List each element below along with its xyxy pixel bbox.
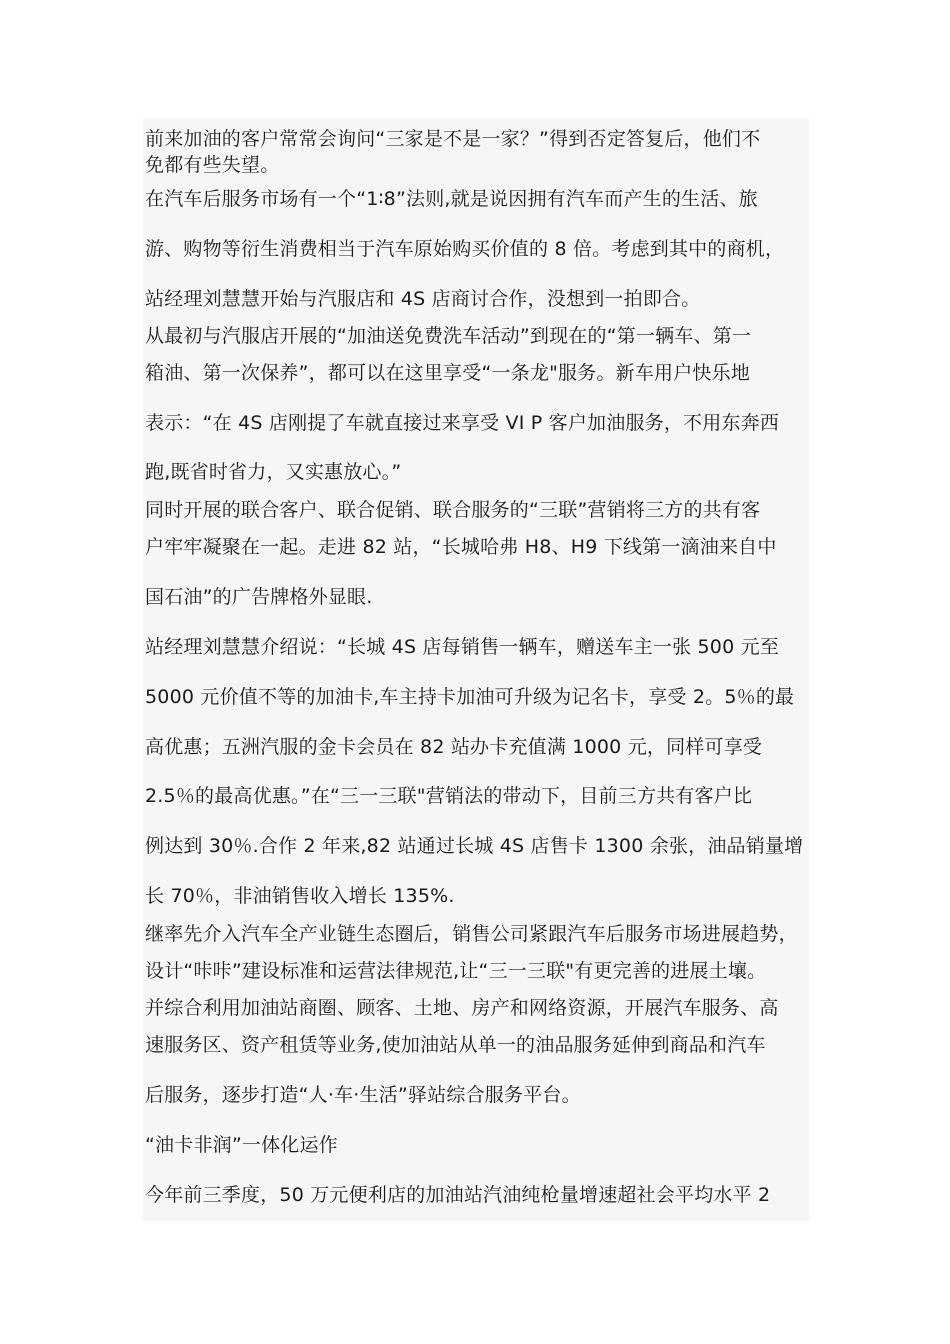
- text-line: 站经理刘慧慧介绍说：“长城 4S 店每销售一辆车，赠送车主一张 500 元至: [145, 636, 780, 658]
- text-line: 设计“咔咔”建设标准和运营法律规范,让“三一三联"有更完善的进展土壤。: [145, 960, 767, 982]
- text-line: 长 70％，非油销售收入增长 135%.: [145, 885, 455, 907]
- text-line: 从最初与汽服店开展的“加油送免费洗车活动”到现在的“第一辆车、第一: [145, 325, 752, 347]
- text-line: 前来加油的客户常常会询问“三家是不是一家？”得到否定答复后，他们不: [145, 128, 761, 150]
- text-line: 速服务区、资产租赁等业务,使加油站从单一的油品服务延伸到商品和汽车: [145, 1034, 766, 1056]
- text-line: 2.5％的最高优惠。”在“三一三联"营销法的带动下，目前三方共有客户比: [145, 785, 753, 807]
- text-line: 继率先介入汽车全产业链生态圈后，销售公司紧跟汽车后服务市场进展趋势，: [145, 923, 798, 945]
- text-line: 箱油、第一次保养”，都可以在这里享受“一条龙"服务。新车用户快乐地: [145, 362, 751, 384]
- text-line: 游、购物等衍生消费相当于汽车原始购买价值的 8 倍。考虑到其中的商机，: [145, 238, 785, 260]
- text-line: 在汽车后服务市场有一个“1∶8”法则,就是说因拥有汽车而产生的生活、旅: [145, 188, 758, 210]
- text-line: 5000 元价值不等的加油卡,车主持卡加油可升级为记名卡，享受 2。5％的最: [145, 686, 795, 708]
- text-line: 国石油”的广告牌格外显眼.: [145, 586, 373, 608]
- text-line: 今年前三季度，50 万元便利店的加油站汽油纯枪量增速超社会平均水平 2: [145, 1184, 771, 1206]
- text-line: 同时开展的联合客户、联合促销、联合服务的“三联”营销将三方的共有客: [145, 499, 761, 521]
- text-line: 跑,既省时省力，又实惠放心。”: [145, 461, 402, 483]
- text-line: 并综合利用加油站商圈、顾客、土地、房产和网络资源，开展汽车服务、高: [145, 997, 779, 1019]
- text-line: 免都有些失望。: [145, 154, 280, 176]
- text-line: 户牢牢凝聚在一起。走进 82 站，“长城哈弗 H8、H9 下线第一滴油来自中: [145, 536, 777, 558]
- text-line: 高优惠；五洲汽服的金卡会员在 82 站办卡充值满 1000 元，同样可享受: [145, 736, 763, 758]
- text-line: 表示：“在 4S 店刚提了车就直接过来享受 VI P 客户加油服务，不用东奔西: [145, 412, 780, 434]
- text-line: 后服务，逐步打造“人·车·生活”驿站综合服务平台。: [145, 1084, 581, 1106]
- text-line: 例达到 30％.合作 2 年来,82 站通过长城 4S 店售卡 1300 余张，油品销量增: [145, 835, 804, 857]
- section-heading: “油卡非润”一体化运作: [145, 1134, 338, 1156]
- text-line: 站经理刘慧慧开始与汽服店和 4S 店商讨合作，没想到一拍即合。: [145, 288, 701, 310]
